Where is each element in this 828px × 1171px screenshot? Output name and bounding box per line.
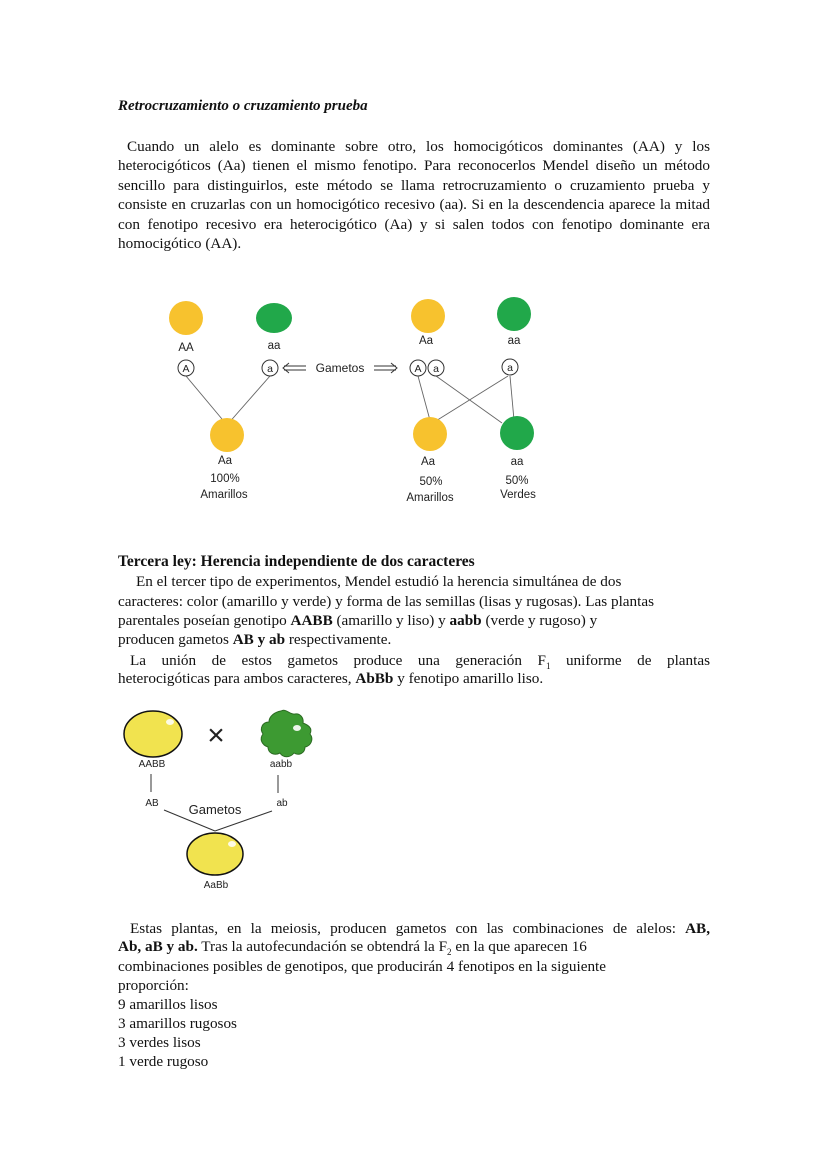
left-parent1-label: AA: [178, 342, 194, 354]
green-seed-icon: [256, 303, 292, 333]
gamete2-label: ab: [276, 798, 288, 809]
list-item: 9 amarillos lisos: [118, 996, 218, 1013]
list-item: 3 verdes lisos: [118, 1034, 201, 1051]
right-offspring2-label: aa: [510, 456, 524, 468]
dihybrid-cross-diagram: [118, 706, 328, 896]
yellow-smooth-seed-icon: [187, 833, 243, 875]
right-parent2-label: aa: [507, 335, 521, 347]
text-line: producen gametos AB y ab respectivamente.: [118, 631, 392, 648]
text-line: heterocigóticas para ambos caracteres, AbBb y fenotipo amarillo liso.: [118, 670, 544, 687]
right-gamete3-label: a: [507, 362, 513, 374]
left-parent2-label: aa: [267, 340, 281, 352]
gamete1-label: AB: [145, 798, 159, 809]
cross-line: [227, 376, 270, 425]
right-gamete1-label: A: [414, 363, 422, 375]
yellow-seed-icon: [210, 418, 244, 452]
right-offspring1-label: Aa: [420, 456, 436, 468]
section-title-tercera-ley: Tercera ley: Herencia independiente de dos caracteres: [118, 553, 475, 570]
yellow-smooth-seed-icon: [124, 711, 182, 757]
text-line: Estas plantas, en la meiosis, producen gametos con las combinaciones de alelos: AB,: [130, 920, 710, 937]
text-line: Ab, aB y ab. Tras la autofecundación se obtendrá la $F_2$ en la que aparecen 16: [118, 938, 587, 958]
left-offspring-label: Aa: [217, 455, 233, 467]
parent1-label: AABB: [138, 759, 166, 770]
text-line: caracteres: color (amarillo y verde) y forma de las semillas (lisas y rugosas). Las plantas: [118, 593, 655, 610]
gametos-label: Gametos: [188, 802, 242, 817]
yellow-seed-icon: [413, 417, 447, 451]
right-gamete2-label: a: [433, 363, 439, 375]
text-line: proporción:: [118, 977, 189, 994]
right-percent2-label: 50%: [505, 475, 529, 487]
right-parent1-label: Aa: [418, 335, 434, 347]
list-item: 1 verde rugoso: [118, 1053, 209, 1070]
left-percent-label: 100%: [210, 473, 240, 485]
cross-line: [510, 376, 514, 420]
cross-symbol: ×: [207, 719, 225, 752]
list-item: 3 amarillos rugosos: [118, 1015, 237, 1032]
right-phenotype1-label: Amarillos: [406, 492, 454, 504]
yellow-seed-icon: [169, 301, 203, 335]
left-phenotype-label: Amarillos: [200, 489, 248, 501]
cross-line: [418, 376, 431, 424]
left-gamete2-label: a: [267, 363, 273, 375]
green-wrinkled-seed-icon: [261, 710, 312, 757]
left-arrow-icon: [283, 363, 306, 373]
gametos-label: Gametos: [315, 361, 365, 375]
offspring-label: AaBb: [203, 880, 229, 891]
text-line: En el tercer tipo de experimentos, Mendel estudió la herencia simultánea de dos: [136, 573, 622, 590]
right-arrow-icon: [374, 363, 397, 373]
test-cross-diagram: [150, 292, 550, 508]
text-line: combinaciones posibles de genotipos, que producirán 4 fenotipos en la siguiente: [118, 958, 606, 975]
parent2-label: aabb: [269, 759, 293, 770]
cross-line: [186, 376, 227, 425]
cross-line: [431, 376, 508, 424]
text-line: parentales poseían genotipo AABB (amarillo y liso) y aabb (verde y rugoso) y: [118, 612, 598, 629]
green-seed-icon: [497, 297, 531, 331]
yellow-seed-icon: [411, 299, 445, 333]
cross-line: [436, 376, 502, 423]
right-phenotype2-label: Verdes: [500, 489, 536, 501]
right-percent1-label: 50%: [419, 476, 443, 488]
section-title-retrocruzamiento: Retrocruzamiento o cruzamiento prueba: [118, 98, 368, 114]
green-seed-icon: [500, 416, 534, 450]
paragraph-retrocruzamiento: Cuando un alelo es dominante sobre otro, los homocigóticos dominantes (AA) y los heterocigóticos (Aa) tienen el mismo fenotipo. Para reconocerlos Mendel diseño un método sencillo para distinguirlos, este método se llama retrocruzamiento o cruzamiento prueba y consiste en cruzarlas con un homocigótico recesivo (aa). Si en la descendencia aparece la mitad con fenotipo recesivo era heterocigótico (Aa) y si salen todos con fenotipo dominante era homocigótico (AA).: [118, 138, 710, 253]
left-gamete1-label: A: [182, 363, 190, 375]
text-line: La unión de estos gametos produce una generación $F_1$ uniforme de plantas: [130, 652, 710, 672]
